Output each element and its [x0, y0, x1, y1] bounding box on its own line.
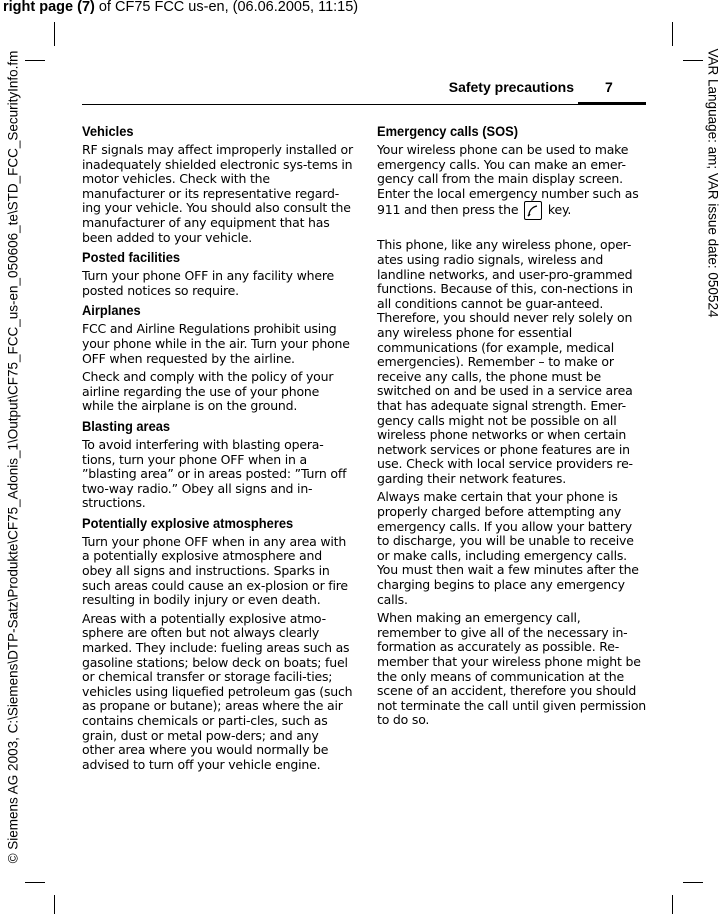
crop-mark	[672, 895, 673, 914]
file-path-margin-text: © Siemens AG 2003, C:\Siemens\DTP-Satz\Produkte\CF75_Adonis_1\Output\CF75_FCC_us-en_050606_te\STD_FCC_SecurityInfo.fm	[5, 50, 21, 864]
var-info-margin-text: VAR Language: am; VAR issue date: 050524	[705, 48, 721, 318]
page-header-title: Safety precautions	[448, 79, 574, 95]
call-key-icon	[524, 201, 542, 220]
header-rule-accent	[578, 102, 646, 105]
crop-mark	[672, 22, 673, 46]
emergency-paragraph: When making an emergency call, remember to give all of the necessary in-formation as accurately as possible. Re-member that your wireless phone might be the only means of communication at the scene of an accident, therefore you should not terminate the call until given permission to do so.	[377, 610, 647, 728]
crop-mark	[683, 60, 703, 61]
emergency-intro	[377, 143, 647, 220]
section-paragraph: RF signals may affect improperly installed or inadequately shielded electronic sys-tems in motor vehicles. Check with the manufacturer or its representative regard-ing your vehicle. You should also consult the manufacturer of any equipment that has been added to your vehicle.	[82, 142, 353, 245]
print-info-line	[3, 0, 358, 15]
emergency-paragraphs	[377, 238, 647, 728]
page-number: 7	[605, 79, 613, 95]
section-heading: Airplanes	[82, 302, 141, 319]
section-paragraph: Turn your phone OFF in any facility where posted notices so require.	[82, 268, 334, 298]
section-heading: Vehicles	[82, 123, 134, 139]
section-heading: Posted facilities	[82, 249, 181, 266]
section-heading-emergency: Emergency calls (SOS)	[377, 123, 519, 139]
emergency-intro-text: Your wireless phone can be used to make emergency calls. You can make an emer-gency call from the main display screen. Enter the local emergency number such as 911 and then press the	[377, 142, 639, 218]
print-info-bold: right page (7)	[3, 0, 95, 15]
section-heading: Blasting areas	[82, 417, 171, 434]
section-heading: Potentially explosive atmospheres	[82, 514, 294, 531]
section-paragraph: FCC and Airline Regulations prohibit using your phone while in the air. Turn your phone OFF when requested by the airline.	[82, 321, 350, 366]
crop-mark	[25, 882, 45, 883]
crop-mark	[54, 895, 55, 914]
section-paragraph: Turn your phone OFF when in any area with a potentially explosive atmosphere and obey all signs and instructions. Sparks in such areas could cause an ex-plosion or fire resulting in bodily injury or even death.	[82, 533, 348, 608]
header-rule	[82, 104, 646, 105]
paragraph-gap	[377, 224, 647, 238]
emergency-paragraph: This phone, like any wireless phone, oper-ates using radio signals, wireless and landline networks, and user-pro-grammed functions. Because of this, con-nections in all conditions cannot be guar-anteed. Therefore, you should never rely solely on any wireless phone for essential communications (for example, medical emergencies). Remember – to make or receive any calls, the phone must be switched on and be used in a service area that has adequate signal strength. Emer-gency calls might not be possible on all wireless phone networks or when certain network services or phone features are in use. Check with local service providers re-garding their network features.	[377, 237, 633, 486]
section-paragraph: To avoid interfering with blasting opera-tions, turn your phone OFF when in a ”blasting area” or in areas posted: ”Turn off two-way radio.” Obey all signs and in-structions.	[82, 436, 347, 511]
section-paragraph: Check and comply with the policy of your airline regarding the use of your phone while the airplane is on the ground.	[82, 369, 334, 414]
print-info-rest: of CF75 FCC us-en, (06.06.2005, 11:15)	[94, 0, 359, 15]
crop-mark	[25, 60, 45, 61]
crop-mark	[683, 882, 703, 883]
crop-mark	[54, 22, 55, 46]
left-column	[82, 123, 354, 776]
emergency-paragraph: Always make certain that your phone is properly charged before attempting any emergency calls. If you allow your battery to discharge, you will be unable to receive or make calls, including emergency calls. You must then wait a few minutes after the charging begins to place any emergency calls.	[377, 489, 639, 607]
section-paragraph: Areas with a potentially explosive atmo-sphere are often but not always clearly marked. They include: fueling areas such as gasoline stations; below deck on boats; fuel or chemical transfer or storage facili-ties; vehicles using liquefied petroleum gas (such as propane or butane); areas where the air contains chemicals or parti-cles, such as grain, dust or metal pow-ders; and any other area where you would normally be advised to turn off your vehicle engine.	[82, 610, 353, 772]
right-column	[377, 123, 647, 732]
emergency-intro-key-text: key.	[544, 202, 572, 218]
